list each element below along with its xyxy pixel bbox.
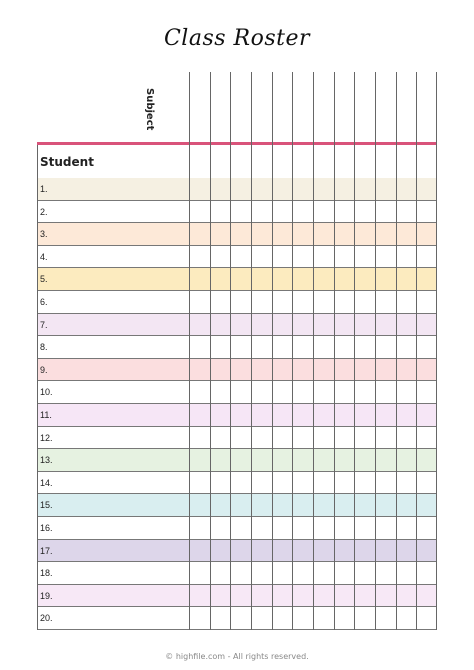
column-divider <box>210 72 211 630</box>
row-number: 9. <box>40 364 48 375</box>
roster-row[interactable] <box>37 562 437 585</box>
roster-row[interactable] <box>37 314 437 337</box>
roster-row[interactable] <box>37 494 437 517</box>
column-divider <box>396 72 397 630</box>
column-divider <box>189 72 190 630</box>
row-number: 2. <box>40 206 48 217</box>
roster-row[interactable] <box>37 607 437 630</box>
row-number: 20. <box>40 613 53 624</box>
column-divider <box>272 72 273 630</box>
student-column-header: Student <box>40 154 94 169</box>
row-number: 8. <box>40 342 48 353</box>
row-number: 10. <box>40 387 53 398</box>
roster-row[interactable] <box>37 201 437 224</box>
column-divider <box>292 72 293 630</box>
subject-header-area <box>37 72 189 142</box>
row-number: 11. <box>40 410 52 420</box>
column-divider <box>230 72 231 630</box>
roster-row[interactable] <box>37 517 437 540</box>
column-divider <box>416 72 417 630</box>
roster-row[interactable] <box>37 178 437 201</box>
row-number: 15. <box>40 500 53 511</box>
column-divider <box>436 72 437 630</box>
row-number: 4. <box>40 251 48 262</box>
roster-row[interactable] <box>37 246 437 269</box>
grid-left-border <box>37 145 38 630</box>
page-title: Class Roster <box>163 26 311 51</box>
roster-row[interactable] <box>37 472 437 495</box>
roster-grid <box>37 72 437 632</box>
row-number: 7. <box>40 319 48 330</box>
roster-row[interactable] <box>37 359 437 382</box>
roster-row[interactable] <box>37 585 437 608</box>
copyright-footer: © highfile.com - All rights reserved. <box>165 652 309 661</box>
row-number: 13. <box>40 455 53 466</box>
row-number: 5. <box>40 274 48 285</box>
roster-row[interactable] <box>37 404 437 427</box>
row-number: 3. <box>40 229 48 240</box>
subject-label: Subject <box>144 88 155 131</box>
row-number: 17. <box>40 545 53 556</box>
row-number: 19. <box>40 590 53 601</box>
roster-row[interactable] <box>37 223 437 246</box>
row-number: 16. <box>40 523 53 533</box>
row-number: 6. <box>40 297 48 307</box>
roster-row[interactable] <box>37 427 437 450</box>
column-divider <box>354 72 355 630</box>
roster-row[interactable] <box>37 449 437 472</box>
column-divider <box>334 72 335 630</box>
roster-row[interactable] <box>37 540 437 563</box>
row-number: 12. <box>40 432 53 443</box>
row-number: 14. <box>40 477 53 488</box>
roster-row[interactable] <box>37 291 437 314</box>
roster-row[interactable] <box>37 268 437 291</box>
column-divider <box>251 72 252 630</box>
column-divider <box>313 72 314 630</box>
roster-row[interactable] <box>37 381 437 404</box>
row-number: 1. <box>40 184 48 194</box>
column-divider <box>375 72 376 630</box>
row-number: 18. <box>40 568 53 579</box>
roster-row[interactable] <box>37 336 437 359</box>
